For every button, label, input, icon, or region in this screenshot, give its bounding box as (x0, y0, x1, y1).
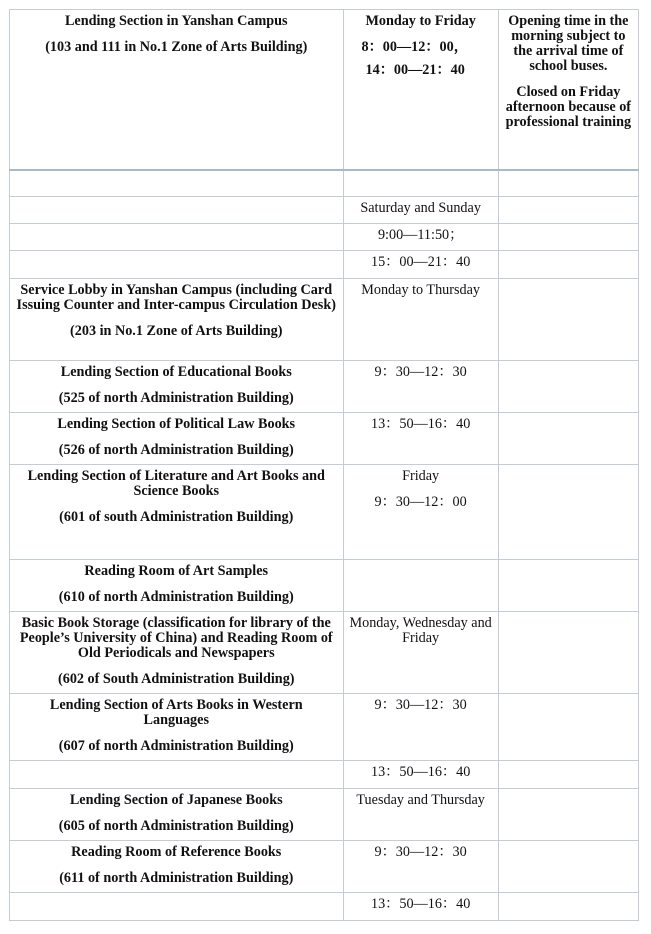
location-room: (607 of north Administration Building) (58, 737, 294, 754)
location-room: (611 of north Administration Building) (59, 869, 294, 886)
location-room: (526 of north Administration Building) (58, 442, 294, 459)
table-row (10, 279, 639, 361)
time-cell (343, 361, 498, 413)
time-cell (343, 559, 498, 611)
table-row (10, 413, 639, 465)
table-row (10, 170, 639, 197)
location-name: Lending Section of Political Law Books (57, 416, 296, 433)
location-room: (605 of north Administration Building) (58, 817, 294, 834)
location-room: (610 of north Administration Building) (58, 588, 294, 605)
time-text: 9：30—12：30 (374, 364, 467, 381)
location-room: (601 of south Administration Building) (59, 509, 294, 526)
note-text: Opening time in the morning subject to the arrival time of school buses. (508, 13, 629, 74)
location-name: Lending Section of Literature and Art Books and Science Books (27, 468, 325, 500)
time-title: Monday to Friday (365, 13, 476, 29)
location-name: Lending Section in Yanshan Campus (64, 13, 288, 29)
time-text: Saturday and Sunday (360, 200, 481, 217)
table-row (10, 465, 639, 559)
note-cell (498, 10, 638, 170)
location-cell (10, 413, 344, 465)
note-cell (498, 361, 638, 413)
location-cell (10, 760, 344, 788)
note-cell (498, 559, 638, 611)
location-cell (10, 197, 344, 224)
note-cell (498, 170, 638, 197)
table-row (10, 611, 639, 693)
time-line: 14：00—21：40 (365, 62, 465, 78)
time-cell (343, 760, 498, 788)
time-cell (343, 788, 498, 840)
location-cell (10, 279, 344, 361)
location-cell (10, 611, 344, 693)
time-text: 9：30—12：00 (374, 494, 467, 511)
note-cell (498, 760, 638, 788)
time-text: 9：30—12：30 (374, 696, 467, 713)
time-text: Monday, Wednesday and Friday (349, 614, 492, 646)
time-cell (343, 465, 498, 559)
time-cell (343, 611, 498, 693)
time-cell (343, 224, 498, 251)
table-row (10, 251, 639, 279)
time-cell (343, 170, 498, 197)
time-cell (343, 892, 498, 920)
location-name: Service Lobby in Yanshan Campus (including Card Issuing Counter and Inter-campus Circulation Desk) (16, 282, 336, 314)
note-cell (498, 693, 638, 760)
location-cell (10, 224, 344, 251)
location-cell (10, 693, 344, 760)
time-text: 13：50—16：40 (370, 763, 471, 780)
time-cell (343, 840, 498, 892)
table-row (10, 224, 639, 251)
note-cell (498, 413, 638, 465)
time-cell (343, 279, 498, 361)
location-cell (10, 465, 344, 559)
table-row (10, 760, 639, 788)
location-room: (103 and 111 in No.1 Zone of Arts Building) (45, 39, 308, 55)
note-cell (498, 611, 638, 693)
time-text: 9：30—12：30 (374, 843, 467, 860)
location-cell (10, 10, 344, 170)
location-name: Lending Section of Japanese Books (69, 791, 283, 808)
note-cell (498, 251, 638, 279)
location-name: Lending Section of Arts Books in Western Languages (49, 696, 303, 728)
table-row (10, 840, 639, 892)
location-cell (10, 361, 344, 413)
note-cell (498, 840, 638, 892)
table-row (10, 197, 639, 224)
location-name: Reading Room of Art Samples (84, 562, 269, 579)
table-row (10, 559, 639, 611)
opening-hours-table (9, 9, 639, 921)
table-row (10, 788, 639, 840)
location-cell (10, 788, 344, 840)
note-cell (498, 892, 638, 920)
location-cell (10, 559, 344, 611)
time-text: 13：50—16：40 (370, 895, 471, 912)
location-room: (525 of north Administration Building) (58, 390, 294, 407)
table-row (10, 693, 639, 760)
note-cell (498, 224, 638, 251)
location-name: Reading Room of Reference Books (71, 843, 282, 860)
time-cell (343, 251, 498, 279)
location-room: (203 in No.1 Zone of Arts Building) (70, 323, 283, 340)
time-cell (343, 10, 498, 170)
location-cell (10, 170, 344, 197)
time-title: Friday (402, 468, 440, 485)
time-line: 8：00—12：00， (361, 39, 468, 55)
note-text: Closed on Friday afternoon because of professional training (505, 84, 632, 130)
location-cell (10, 251, 344, 279)
time-text: 13：50—16：40 (370, 416, 471, 433)
table-row (10, 10, 639, 170)
note-cell (498, 465, 638, 559)
location-cell (10, 892, 344, 920)
time-cell (343, 693, 498, 760)
table-row (10, 361, 639, 413)
table-row (10, 892, 639, 920)
location-room: (602 of South Administration Building) (58, 670, 295, 687)
location-cell (10, 840, 344, 892)
time-text: 15：00—21：40 (370, 254, 471, 271)
time-cell (343, 413, 498, 465)
location-name: Lending Section of Educational Books (60, 364, 292, 381)
note-cell (498, 788, 638, 840)
time-text: 9:00—11:50； (377, 227, 464, 244)
time-text: Monday to Thursday (361, 282, 480, 299)
time-text: Tuesday and Thursday (356, 791, 485, 808)
note-cell (498, 279, 638, 361)
location-name: Basic Book Storage (classification for library of the People’s University of China) and Reading Room of Old Periodicals and Newspapers (19, 614, 333, 661)
note-cell (498, 197, 638, 224)
time-cell (343, 197, 498, 224)
